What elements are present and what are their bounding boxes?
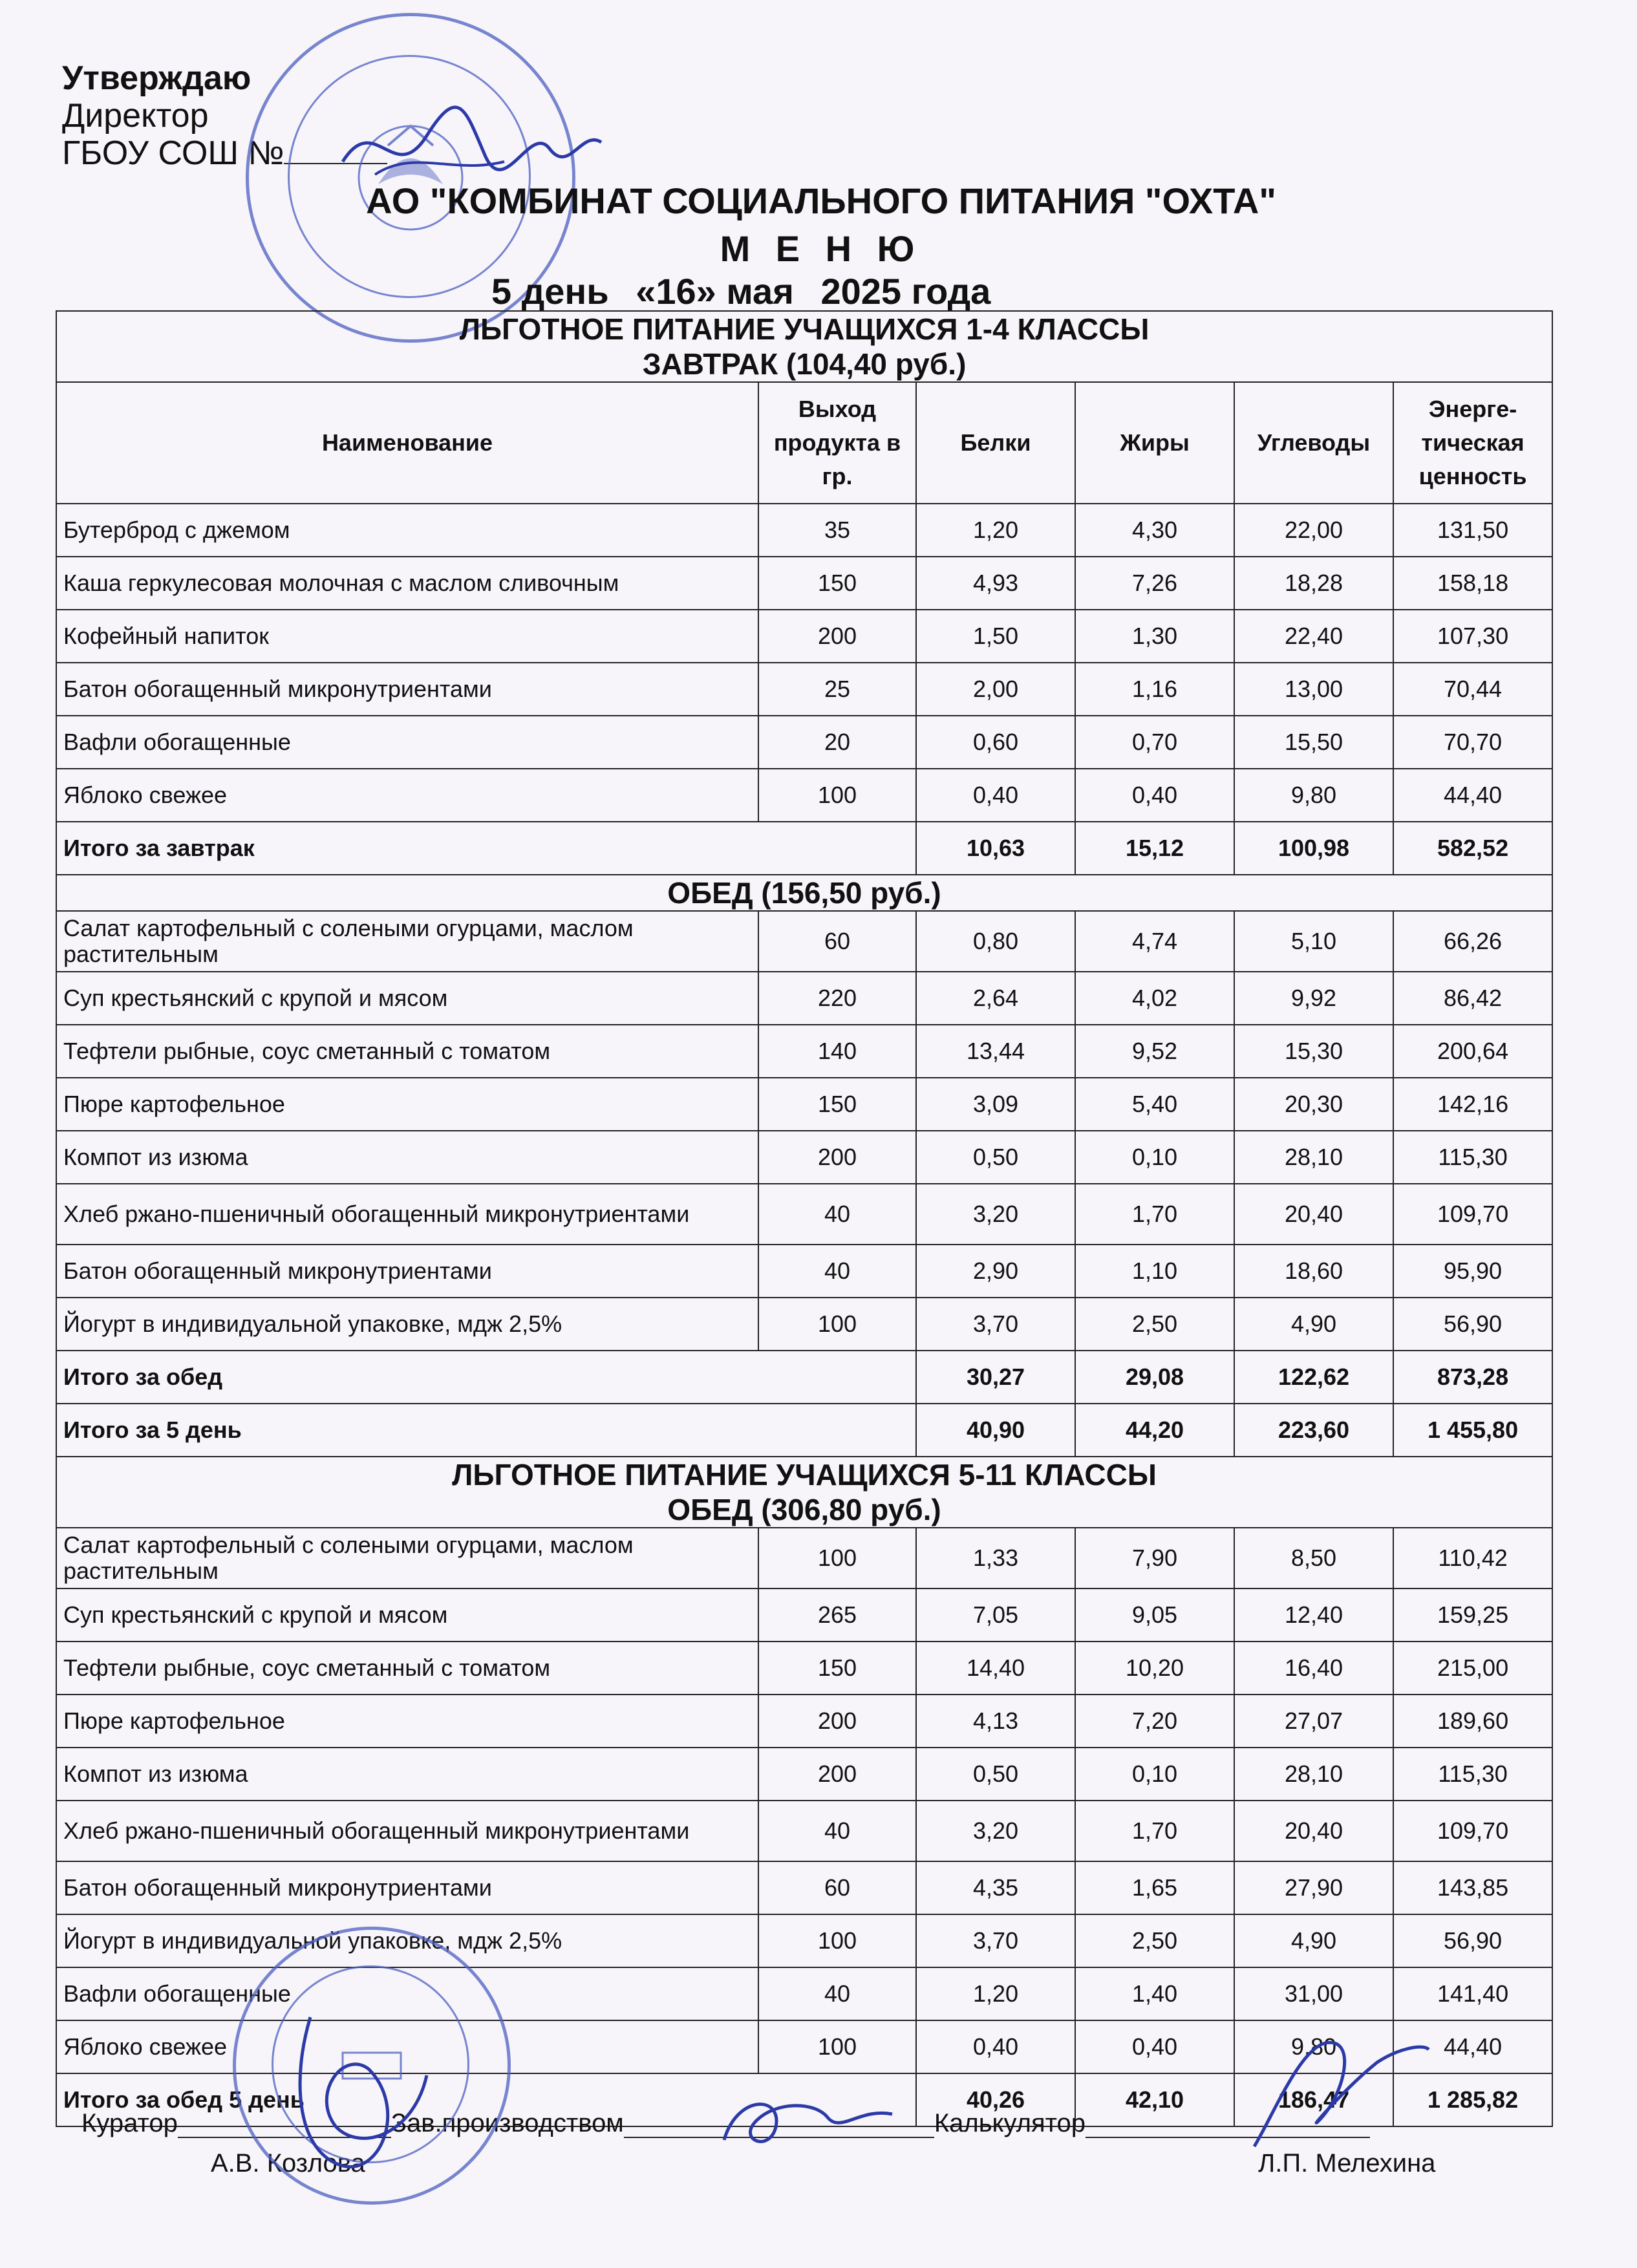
col-carbs-header: Углеводы [1234, 382, 1393, 504]
dish-energy: 200,64 [1393, 1025, 1552, 1078]
total-carbs: 223,60 [1234, 1404, 1393, 1457]
dish-energy: 109,70 [1393, 1801, 1552, 1861]
table-row [56, 769, 1552, 822]
column-header-row [56, 382, 1552, 504]
calculator-name: Л.П. Мелехина [1258, 2149, 1436, 2177]
dish-yield: 100 [758, 2020, 916, 2073]
lunch-total-row-label: Итого за обед [56, 1351, 916, 1404]
dish-yield: 25 [758, 663, 916, 716]
dish-yield: 200 [758, 1748, 916, 1801]
dish-proteins: 0,50 [916, 1131, 1075, 1184]
dish-energy: 158,18 [1393, 557, 1552, 610]
dish-name: Батон обогащенный микронутриентами [56, 1245, 758, 1298]
dish-carbs: 4,90 [1234, 1298, 1393, 1351]
dish-yield: 140 [758, 1025, 916, 1078]
dish-proteins: 3,70 [916, 1914, 1075, 1967]
table-row [56, 1131, 1552, 1184]
dish-fats: 0,10 [1075, 1131, 1234, 1184]
dish-carbs: 28,10 [1234, 1748, 1393, 1801]
dish-energy: 143,85 [1393, 1861, 1552, 1914]
dish-yield: 200 [758, 610, 916, 663]
dish-energy: 95,90 [1393, 1245, 1552, 1298]
total-energy: 582,52 [1393, 822, 1552, 875]
dish-name: Салат картофельный с солеными огурцами, маслом растительным [56, 911, 758, 972]
dish-carbs: 27,90 [1234, 1861, 1393, 1914]
dish-fats: 1,30 [1075, 610, 1234, 663]
production-manager-label: Зав.производством [391, 2109, 624, 2137]
total-proteins: 10,63 [916, 822, 1075, 875]
dish-yield: 220 [758, 972, 916, 1025]
table-row [56, 1528, 1552, 1589]
dish-name: Суп крестьянский с крупой и мясом [56, 972, 758, 1025]
total-proteins: 30,27 [916, 1351, 1075, 1404]
approval-school: ГБОУ СОШ № [62, 134, 387, 172]
section-primary-breakfast-title: ЛЬГОТНОЕ ПИТАНИЕ УЧАЩИХСЯ 1-4 КЛАССЫ [459, 312, 1150, 346]
dish-proteins: 13,44 [916, 1025, 1075, 1078]
dish-energy: 56,90 [1393, 1298, 1552, 1351]
dish-name: Вафли обогащенные [56, 716, 758, 769]
col-energy-header: Энерге-тическая ценность [1393, 382, 1552, 504]
dish-energy: 56,90 [1393, 1914, 1552, 1967]
dish-name: Батон обогащенный микронутриентами [56, 1861, 758, 1914]
section-primary-breakfast [56, 311, 1552, 382]
approval-position: Директор [62, 97, 209, 134]
day-total-row [56, 1404, 1552, 1457]
dish-energy: 141,40 [1393, 1967, 1552, 2020]
dish-proteins: 0,40 [916, 769, 1075, 822]
menu-title: М Е Н Ю [720, 228, 923, 269]
dish-yield: 60 [758, 1861, 916, 1914]
dish-name: Бутерброд с джемом [56, 504, 758, 557]
section-primary-lunch-text: ОБЕД (156,50 руб.) [56, 875, 1552, 911]
table-row [56, 1589, 1552, 1642]
lunch-total-row [56, 1351, 1552, 1404]
dish-proteins: 14,40 [916, 1642, 1075, 1695]
dish-name: Пюре картофельное [56, 1695, 758, 1748]
dish-energy: 44,40 [1393, 769, 1552, 822]
dish-energy: 86,42 [1393, 972, 1552, 1025]
dish-carbs: 22,40 [1234, 610, 1393, 663]
dish-proteins: 0,50 [916, 1748, 1075, 1801]
dish-fats: 7,26 [1075, 557, 1234, 610]
dish-name: Тефтели рыбные, соус сметанный с томатом [56, 1642, 758, 1695]
dish-fats: 7,90 [1075, 1528, 1234, 1589]
section-secondary-lunch-title: ЛЬГОТНОЕ ПИТАНИЕ УЧАЩИХСЯ 5-11 КЛАССЫ [452, 1458, 1157, 1492]
table-row [56, 1298, 1552, 1351]
dish-energy: 66,26 [1393, 911, 1552, 972]
menu-day: 5 день [491, 271, 609, 312]
dish-proteins: 3,70 [916, 1298, 1075, 1351]
dish-energy: 70,44 [1393, 663, 1552, 716]
dish-carbs: 13,00 [1234, 663, 1393, 716]
dish-fats: 0,10 [1075, 1748, 1234, 1801]
table-row [56, 1695, 1552, 1748]
dish-proteins: 2,90 [916, 1245, 1075, 1298]
calculator-signature [1228, 2024, 1435, 2159]
calculator-label: Калькулятор [934, 2109, 1086, 2137]
dish-energy: 115,30 [1393, 1131, 1552, 1184]
dish-yield: 40 [758, 1245, 916, 1298]
table-row [56, 1184, 1552, 1245]
dish-name: Яблоко свежее [56, 2020, 758, 2073]
dish-proteins: 3,20 [916, 1184, 1075, 1245]
dish-yield: 200 [758, 1695, 916, 1748]
dish-yield: 265 [758, 1589, 916, 1642]
dish-yield: 150 [758, 1078, 916, 1131]
dish-name: Пюре картофельное [56, 1078, 758, 1131]
dish-energy: 44,40 [1393, 2020, 1552, 2073]
col-proteins-header: Белки [916, 382, 1075, 504]
dish-name: Батон обогащенный микронутриентами [56, 663, 758, 716]
dish-fats: 1,16 [1075, 663, 1234, 716]
col-yield-header: Выход продукта в гр. [758, 382, 916, 504]
dish-name: Хлеб ржано-пшеничный обогащенный микронутриентами [56, 1801, 758, 1861]
dish-proteins: 1,50 [916, 610, 1075, 663]
total-carbs: 122,62 [1234, 1351, 1393, 1404]
dish-carbs: 16,40 [1234, 1642, 1393, 1695]
dish-fats: 0,40 [1075, 2020, 1234, 2073]
table-row [56, 1025, 1552, 1078]
table-row [56, 1642, 1552, 1695]
dish-yield: 40 [758, 1967, 916, 2020]
menu-date-value: «16» мая [636, 271, 794, 312]
dish-name: Йогурт в индивидуальной упаковке, мдж 2,5% [56, 1298, 758, 1351]
dish-proteins: 2,64 [916, 972, 1075, 1025]
table-row [56, 663, 1552, 716]
menu-year: 2025 года [820, 271, 991, 312]
dish-yield: 150 [758, 1642, 916, 1695]
dish-name: Тефтели рыбные, соус сметанный с томатом [56, 1025, 758, 1078]
table-row [56, 504, 1552, 557]
table-row [56, 1078, 1552, 1131]
dish-proteins: 1,33 [916, 1528, 1075, 1589]
dish-energy: 110,42 [1393, 1528, 1552, 1589]
dish-fats: 4,02 [1075, 972, 1234, 1025]
dish-fats: 10,20 [1075, 1642, 1234, 1695]
col-fats-header: Жиры [1075, 382, 1234, 504]
dish-name: Йогурт в индивидуальной упаковке, мдж 2,5% [56, 1914, 758, 1967]
dish-proteins: 3,20 [916, 1801, 1075, 1861]
dish-name: Компот из изюма [56, 1131, 758, 1184]
breakfast-total-row [56, 822, 1552, 875]
dish-yield: 40 [758, 1801, 916, 1861]
dish-energy: 131,50 [1393, 504, 1552, 557]
dish-energy: 70,70 [1393, 716, 1552, 769]
dish-yield: 100 [758, 1298, 916, 1351]
total-fats: 44,20 [1075, 1404, 1234, 1457]
dish-name: Каша геркулесовая молочная с маслом сливочным [56, 557, 758, 610]
dish-carbs: 9,80 [1234, 2020, 1393, 2073]
table-row [56, 716, 1552, 769]
table-row [56, 1748, 1552, 1801]
dish-energy: 107,30 [1393, 610, 1552, 663]
dish-carbs: 9,80 [1234, 769, 1393, 822]
total-fats: 29,08 [1075, 1351, 1234, 1404]
col-name-header: Наименование [56, 382, 758, 504]
section-primary-breakfast-meal: ЗАВТРАК (104,40 руб.) [642, 347, 967, 381]
dish-carbs: 20,40 [1234, 1801, 1393, 1861]
total-carbs: 186,47 [1234, 2073, 1393, 2126]
dish-fats: 1,65 [1075, 1861, 1234, 1914]
dish-name: Кофейный напиток [56, 610, 758, 663]
dish-energy: 189,60 [1393, 1695, 1552, 1748]
dish-carbs: 9,92 [1234, 972, 1393, 1025]
dish-name: Яблоко свежее [56, 769, 758, 822]
dish-fats: 5,40 [1075, 1078, 1234, 1131]
dish-proteins: 7,05 [916, 1589, 1075, 1642]
table-row [56, 1861, 1552, 1914]
dish-yield: 150 [758, 557, 916, 610]
day-total-row-label: Итого за 5 день [56, 1404, 916, 1457]
table-row [56, 1801, 1552, 1861]
secondary-lunch-total-row-label: Итого за обед 5 день [56, 2073, 916, 2126]
dish-carbs: 5,10 [1234, 911, 1393, 972]
dish-proteins: 4,35 [916, 1861, 1075, 1914]
production-manager-signature [711, 2082, 905, 2153]
dish-carbs: 31,00 [1234, 1967, 1393, 2020]
dish-yield: 100 [758, 769, 916, 822]
dish-yield: 40 [758, 1184, 916, 1245]
dish-energy: 142,16 [1393, 1078, 1552, 1131]
menu-date [491, 270, 1007, 312]
menu-table [56, 310, 1553, 2127]
dish-proteins: 2,00 [916, 663, 1075, 716]
dish-energy: 159,25 [1393, 1589, 1552, 1642]
dish-proteins: 4,13 [916, 1695, 1075, 1748]
total-fats: 42,10 [1075, 2073, 1234, 2126]
dish-energy: 215,00 [1393, 1642, 1552, 1695]
dish-carbs: 18,60 [1234, 1245, 1393, 1298]
total-proteins: 40,26 [916, 2073, 1075, 2126]
curator-label: Куратор [81, 2109, 178, 2137]
section-primary-lunch [56, 875, 1552, 911]
table-row [56, 972, 1552, 1025]
table-row [56, 1245, 1552, 1298]
approval-heading: Утверждаю [62, 59, 251, 97]
dish-carbs: 27,07 [1234, 1695, 1393, 1748]
dish-name: Вафли обогащенные [56, 1967, 758, 2020]
dish-name: Суп крестьянский с крупой и мясом [56, 1589, 758, 1642]
dish-fats: 1,40 [1075, 1967, 1234, 2020]
dish-fats: 0,70 [1075, 716, 1234, 769]
total-energy: 1 455,80 [1393, 1404, 1552, 1457]
dish-carbs: 12,40 [1234, 1589, 1393, 1642]
dish-yield: 35 [758, 504, 916, 557]
dish-carbs: 20,30 [1234, 1078, 1393, 1131]
dish-name: Хлеб ржано-пшеничный обогащенный микронутриентами [56, 1184, 758, 1245]
curator-signature [272, 1991, 440, 2185]
organization-title: АО "КОМБИНАТ СОЦИАЛЬНОГО ПИТАНИЯ "ОХТА" [366, 180, 1276, 221]
table-row [56, 610, 1552, 663]
dish-proteins: 4,93 [916, 557, 1075, 610]
section-secondary-lunch [56, 1457, 1552, 1528]
dish-fats: 2,50 [1075, 1914, 1234, 1967]
dish-fats: 4,30 [1075, 504, 1234, 557]
total-fats: 15,12 [1075, 822, 1234, 875]
dish-carbs: 4,90 [1234, 1914, 1393, 1967]
total-carbs: 100,98 [1234, 822, 1393, 875]
dish-fats: 4,74 [1075, 911, 1234, 972]
total-proteins: 40,90 [916, 1404, 1075, 1457]
dish-energy: 115,30 [1393, 1748, 1552, 1801]
dish-yield: 60 [758, 911, 916, 972]
dish-fats: 9,05 [1075, 1589, 1234, 1642]
dish-carbs: 22,00 [1234, 504, 1393, 557]
curator-name: А.В. Козлова [211, 2149, 365, 2177]
dish-carbs: 15,30 [1234, 1025, 1393, 1078]
dish-carbs: 20,40 [1234, 1184, 1393, 1245]
dish-fats: 9,52 [1075, 1025, 1234, 1078]
dish-carbs: 28,10 [1234, 1131, 1393, 1184]
dish-fats: 0,40 [1075, 769, 1234, 822]
dish-yield: 100 [758, 1528, 916, 1589]
dish-name: Компот из изюма [56, 1748, 758, 1801]
director-signature [336, 97, 608, 194]
dish-fats: 1,70 [1075, 1801, 1234, 1861]
dish-proteins: 0,40 [916, 2020, 1075, 2073]
dish-carbs: 18,28 [1234, 557, 1393, 610]
dish-proteins: 1,20 [916, 504, 1075, 557]
dish-yield: 100 [758, 1914, 916, 1967]
breakfast-total-row-label: Итого за завтрак [56, 822, 916, 875]
dish-proteins: 0,60 [916, 716, 1075, 769]
table-row [56, 557, 1552, 610]
dish-proteins: 0,80 [916, 911, 1075, 972]
dish-energy: 109,70 [1393, 1184, 1552, 1245]
section-secondary-lunch-meal: ОБЕД (306,80 руб.) [667, 1493, 941, 1526]
dish-proteins: 1,20 [916, 1967, 1075, 2020]
total-energy: 873,28 [1393, 1351, 1552, 1404]
dish-fats: 1,10 [1075, 1245, 1234, 1298]
dish-fats: 7,20 [1075, 1695, 1234, 1748]
dish-carbs: 15,50 [1234, 716, 1393, 769]
total-energy: 1 285,82 [1393, 2073, 1552, 2126]
table-row [56, 911, 1552, 972]
dish-proteins: 3,09 [916, 1078, 1075, 1131]
dish-fats: 1,70 [1075, 1184, 1234, 1245]
dish-yield: 20 [758, 716, 916, 769]
dish-yield: 200 [758, 1131, 916, 1184]
dish-fats: 2,50 [1075, 1298, 1234, 1351]
dish-carbs: 8,50 [1234, 1528, 1393, 1589]
dish-name: Салат картофельный с солеными огурцами, маслом растительным [56, 1528, 758, 1589]
